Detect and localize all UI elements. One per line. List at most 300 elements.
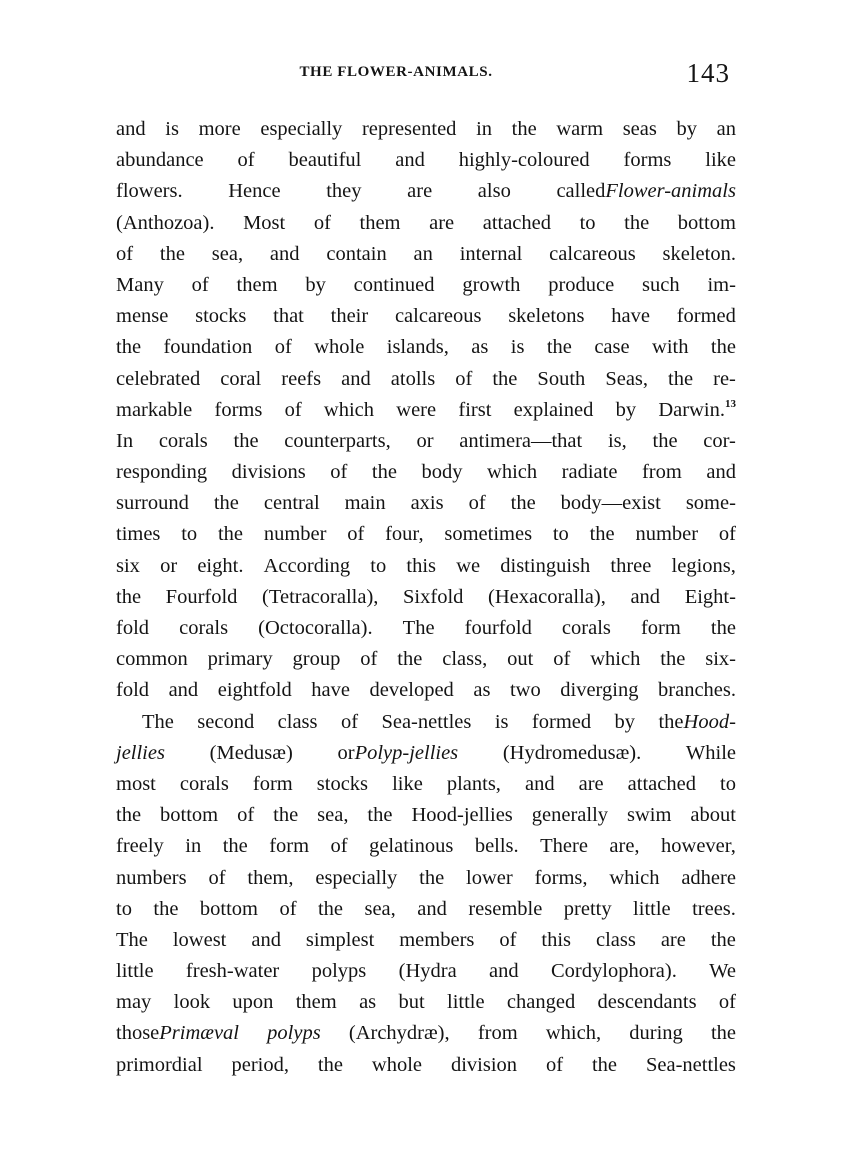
word: as	[359, 991, 377, 1014]
word: first	[458, 398, 492, 421]
text-line	[116, 270, 736, 301]
word: of	[468, 492, 486, 515]
word: body—exist	[560, 492, 661, 515]
word: look	[173, 991, 211, 1014]
word: adhere	[681, 866, 736, 889]
word: them	[295, 991, 337, 1014]
word: an	[413, 242, 433, 265]
word: like	[705, 149, 736, 172]
word: which	[487, 461, 538, 484]
word: foundation	[163, 336, 253, 359]
word: produce	[548, 273, 615, 296]
word: axis	[410, 492, 444, 515]
word: primary	[207, 648, 273, 671]
word: and	[706, 461, 736, 484]
word: South	[537, 367, 586, 390]
word: coral	[220, 367, 262, 390]
word: (Medusæ)	[209, 741, 293, 764]
word: of	[279, 897, 297, 920]
word: are	[578, 772, 604, 795]
word: bottom	[160, 804, 219, 827]
word: Eight-	[684, 585, 736, 608]
word: especially	[315, 866, 398, 889]
word: class,	[442, 648, 488, 671]
word: of	[313, 211, 331, 234]
word: form	[269, 835, 310, 858]
word: the	[116, 804, 142, 827]
word: of	[718, 523, 736, 546]
word: the	[273, 804, 299, 827]
word: atolls	[390, 367, 436, 390]
word: the	[371, 461, 397, 484]
word: the	[511, 118, 537, 140]
word: lower	[466, 866, 513, 889]
word: stocks	[316, 772, 369, 795]
word: about	[690, 804, 736, 827]
word: that	[273, 305, 304, 328]
word: six-	[705, 648, 736, 671]
word: reefs	[281, 367, 322, 390]
word: polyps	[267, 1022, 321, 1045]
text-line	[116, 176, 736, 207]
word: number	[263, 523, 327, 546]
word: six	[116, 554, 140, 577]
word: of	[553, 648, 571, 671]
word: like	[392, 772, 423, 795]
word: calcareous	[549, 242, 636, 265]
word: Most	[243, 211, 286, 234]
word: and	[395, 149, 425, 172]
word: the	[624, 211, 650, 234]
word: by	[305, 273, 326, 296]
word: fourfold	[464, 617, 532, 639]
word: of	[330, 835, 348, 858]
text-line	[116, 114, 736, 145]
word: Cordylophora).	[551, 960, 677, 983]
word: is	[510, 336, 525, 359]
word: of	[360, 648, 378, 671]
word: There	[540, 835, 588, 858]
word: to	[552, 523, 569, 546]
word: the	[710, 617, 736, 639]
word: them	[359, 211, 401, 234]
word: members	[399, 928, 475, 951]
word: or	[416, 429, 434, 452]
word: stocks	[195, 305, 247, 328]
text-line	[116, 831, 736, 862]
word: are,	[609, 835, 640, 858]
word: in	[185, 835, 202, 858]
word: second	[197, 710, 255, 733]
word: explained	[513, 398, 594, 421]
word: of	[545, 1053, 564, 1076]
text-line	[116, 239, 736, 270]
text-line	[116, 145, 736, 176]
word: of	[455, 367, 473, 390]
word: sea,	[364, 897, 396, 920]
word: the	[660, 648, 686, 671]
word: sea,	[211, 242, 244, 265]
word: Fourfold	[165, 585, 238, 608]
word: skeletons	[508, 305, 585, 328]
word: re-	[713, 367, 736, 390]
word: thosePrimæval	[116, 1022, 239, 1045]
word: Hood-jellies	[411, 804, 513, 827]
word: (Archydræ),	[348, 1022, 450, 1045]
word: have	[611, 305, 650, 328]
text-line	[116, 925, 736, 956]
word: the	[217, 523, 244, 546]
word: as	[473, 679, 491, 702]
word: fold	[116, 679, 150, 702]
word: orPolyp-jellies	[337, 741, 459, 764]
word: warm	[556, 118, 604, 140]
word: bottom	[677, 211, 736, 234]
word: by	[614, 710, 636, 733]
word: however,	[661, 835, 736, 858]
word: with	[652, 336, 689, 359]
word: is	[165, 118, 179, 140]
word: case	[594, 336, 630, 359]
word: the	[710, 1022, 736, 1045]
word: the	[159, 242, 185, 265]
word: freely	[116, 835, 164, 858]
text-line	[116, 364, 736, 395]
text-line	[116, 675, 736, 706]
word: the	[317, 897, 344, 920]
word: central	[263, 492, 320, 515]
word: antimera—that	[459, 429, 583, 452]
word: is,	[607, 429, 627, 452]
word: is	[494, 710, 509, 733]
word: the	[492, 367, 518, 390]
word: to	[720, 772, 736, 795]
word: jellies	[116, 741, 165, 764]
word: (Tetracoralla),	[262, 585, 379, 608]
word: which	[323, 398, 375, 421]
word: most	[116, 772, 156, 795]
word: form	[252, 772, 293, 795]
word: mense	[116, 305, 169, 328]
word: the	[397, 648, 423, 671]
word: gelatinous	[369, 835, 454, 858]
text-line	[116, 332, 736, 363]
word: class	[277, 710, 318, 733]
word: to	[181, 523, 198, 546]
word: Darwin.$^{13}$	[658, 397, 736, 421]
text-line	[116, 551, 736, 582]
word: skeleton.	[662, 242, 736, 265]
word: corals	[158, 429, 208, 452]
word: internal	[459, 242, 523, 265]
word: diverging	[560, 679, 639, 702]
word: the	[710, 928, 736, 951]
word: changed	[506, 991, 576, 1014]
word: from	[477, 1022, 518, 1045]
word: beautiful	[288, 149, 362, 172]
word: sometimes	[444, 523, 533, 546]
word: whole	[314, 336, 365, 359]
word: bottom	[199, 897, 258, 920]
word: responding	[116, 461, 208, 484]
word: in	[476, 118, 493, 140]
word: division	[450, 1053, 518, 1076]
word: and	[269, 242, 300, 265]
word: three	[610, 554, 652, 577]
word: corals	[561, 617, 611, 639]
word: little	[633, 897, 671, 920]
word: the	[213, 492, 239, 515]
word: In	[116, 429, 134, 452]
word: swim	[626, 804, 672, 827]
word: were	[396, 398, 437, 421]
word: some-	[685, 492, 736, 515]
word: the	[116, 336, 142, 359]
word: Sea-nettles	[645, 1053, 736, 1076]
word: represented	[361, 118, 457, 140]
word: whole	[371, 1053, 423, 1076]
word: distinguish	[500, 554, 591, 577]
word: more	[198, 118, 241, 140]
word: their	[330, 305, 369, 328]
word: the	[153, 897, 179, 920]
word: Many	[116, 273, 164, 296]
word: forms	[214, 398, 263, 421]
word: of	[208, 866, 226, 889]
word: of	[340, 710, 359, 733]
word: during	[629, 1022, 683, 1045]
word: of	[116, 242, 134, 265]
word: forms,	[534, 866, 588, 889]
word: (Anthozoa).	[116, 211, 215, 234]
word: bells.	[474, 835, 519, 858]
word: and	[251, 928, 281, 951]
text-line	[116, 707, 736, 738]
text-line	[116, 395, 736, 426]
word: Seas,	[605, 367, 649, 390]
text-line	[116, 769, 736, 800]
word: which,	[545, 1022, 602, 1045]
word: resemble	[468, 897, 543, 920]
text-line	[116, 488, 736, 519]
word: the	[668, 367, 694, 390]
word: of	[284, 398, 302, 421]
word: radiate	[561, 461, 618, 484]
word: and	[341, 367, 371, 390]
word: especially	[260, 118, 343, 140]
word: we	[456, 554, 481, 577]
word: divisions	[231, 461, 306, 484]
word: by	[615, 398, 637, 421]
word: growth	[462, 273, 521, 296]
word: islands,	[386, 336, 449, 359]
text-line	[116, 301, 736, 332]
word: legions,	[671, 554, 736, 577]
word: times	[116, 523, 161, 546]
word: from	[641, 461, 682, 484]
word: the	[710, 336, 736, 359]
word: The	[402, 617, 435, 639]
word: flowers.	[116, 180, 183, 203]
word: eight.	[197, 554, 244, 577]
text-line	[116, 582, 736, 613]
word: counterparts,	[284, 429, 391, 452]
word: calcareous	[394, 305, 482, 328]
word: surround	[116, 492, 189, 515]
text-line	[116, 738, 736, 769]
word: cor-	[703, 429, 736, 452]
word: them,	[247, 866, 294, 889]
word: formed	[676, 305, 736, 328]
word: but	[398, 991, 425, 1014]
word: to	[116, 897, 132, 920]
text-line	[116, 208, 736, 239]
word: abundance	[116, 149, 204, 172]
running-head: THE FLOWER-ANIMALS.	[299, 64, 493, 80]
text-line	[116, 1050, 736, 1081]
word: The	[142, 710, 174, 733]
word: out	[507, 648, 534, 671]
word: descendants	[597, 991, 697, 1014]
text-line	[116, 644, 736, 675]
word: common	[116, 648, 188, 671]
word: and	[524, 772, 555, 795]
word: group	[292, 648, 341, 671]
word: the	[222, 835, 248, 858]
word: main	[344, 492, 386, 515]
word: which	[590, 648, 641, 671]
word: corals	[179, 772, 229, 795]
word: The	[116, 928, 148, 951]
word: the	[652, 429, 678, 452]
word: (Hydra	[398, 960, 457, 983]
word: by	[676, 118, 697, 140]
word: period,	[231, 1053, 289, 1076]
word: body	[421, 461, 463, 484]
word: are	[660, 928, 686, 951]
word: the	[589, 523, 615, 546]
word: of	[191, 273, 209, 296]
word: contain	[326, 242, 387, 265]
word: trees.	[692, 897, 736, 920]
word: attached	[627, 772, 696, 795]
text-line	[116, 613, 736, 644]
word: class	[596, 928, 636, 951]
word: developed	[369, 679, 454, 702]
page-header	[116, 58, 736, 94]
word: (Octocoralla).	[258, 617, 373, 639]
word: branches.	[658, 679, 736, 702]
word: are	[429, 211, 455, 234]
word: highly-coloured	[458, 149, 590, 172]
word: they	[326, 180, 362, 203]
body-text	[116, 114, 736, 1081]
footnote-marker: 13	[724, 397, 736, 410]
word: calledFlower-animals	[556, 180, 736, 203]
word: eightfold	[217, 679, 292, 702]
word: the	[233, 429, 259, 452]
word: to	[370, 554, 387, 577]
word: sea,	[317, 804, 349, 827]
word: lowest	[172, 928, 227, 951]
word: number	[635, 523, 699, 546]
word: forms	[623, 149, 672, 172]
word: two	[509, 679, 541, 702]
word: of	[330, 461, 348, 484]
word: the	[116, 585, 142, 608]
word: Hence	[228, 180, 281, 203]
word: Sea-nettles	[381, 710, 472, 733]
word: may	[116, 991, 152, 1014]
word: the	[317, 1053, 343, 1076]
word: little	[116, 960, 154, 983]
word: are	[407, 180, 433, 203]
word: this	[541, 928, 572, 951]
word: form	[640, 617, 681, 639]
word: im-	[707, 273, 736, 296]
word: simplest	[305, 928, 375, 951]
word: and	[489, 960, 519, 983]
word: or	[160, 554, 178, 577]
word: (Hydromedusæ).	[502, 741, 642, 764]
word: primordial	[116, 1053, 203, 1076]
word: have	[311, 679, 350, 702]
word: Sixfold	[403, 585, 464, 608]
word: them	[236, 273, 278, 296]
word: attached	[482, 211, 552, 234]
word: of	[499, 928, 517, 951]
text-line	[116, 1018, 736, 1049]
word: seas	[622, 118, 657, 140]
text-line	[116, 863, 736, 894]
word: We	[709, 960, 736, 983]
word: plants,	[446, 772, 501, 795]
word: of	[347, 523, 365, 546]
word: polyps	[311, 960, 367, 983]
word: also	[477, 180, 511, 203]
word: of	[237, 804, 255, 827]
word: pretty	[563, 897, 612, 920]
word: markable	[116, 398, 193, 421]
text-line	[116, 894, 736, 925]
word: and	[116, 118, 146, 140]
text-line	[116, 956, 736, 987]
page-number: 143	[686, 58, 730, 88]
word: (Hexacoralla),	[488, 585, 606, 608]
word: an	[716, 118, 736, 140]
word: and	[168, 679, 199, 702]
word: four,	[385, 523, 424, 546]
word: of	[237, 149, 255, 172]
word: the	[367, 804, 393, 827]
word: the	[591, 1053, 618, 1076]
word: generally	[531, 804, 609, 827]
word: celebrated	[116, 367, 201, 390]
text-line	[116, 426, 736, 457]
word: fold	[116, 617, 150, 639]
word: and	[630, 585, 661, 608]
word: corals	[179, 617, 229, 639]
word: to	[579, 211, 596, 234]
text-line	[116, 987, 736, 1018]
word: the	[419, 866, 445, 889]
word: as	[471, 336, 489, 359]
text-line	[116, 800, 736, 831]
word: the	[546, 336, 572, 359]
word: While	[685, 741, 736, 764]
word: numbers	[116, 866, 187, 889]
word: little	[447, 991, 485, 1014]
